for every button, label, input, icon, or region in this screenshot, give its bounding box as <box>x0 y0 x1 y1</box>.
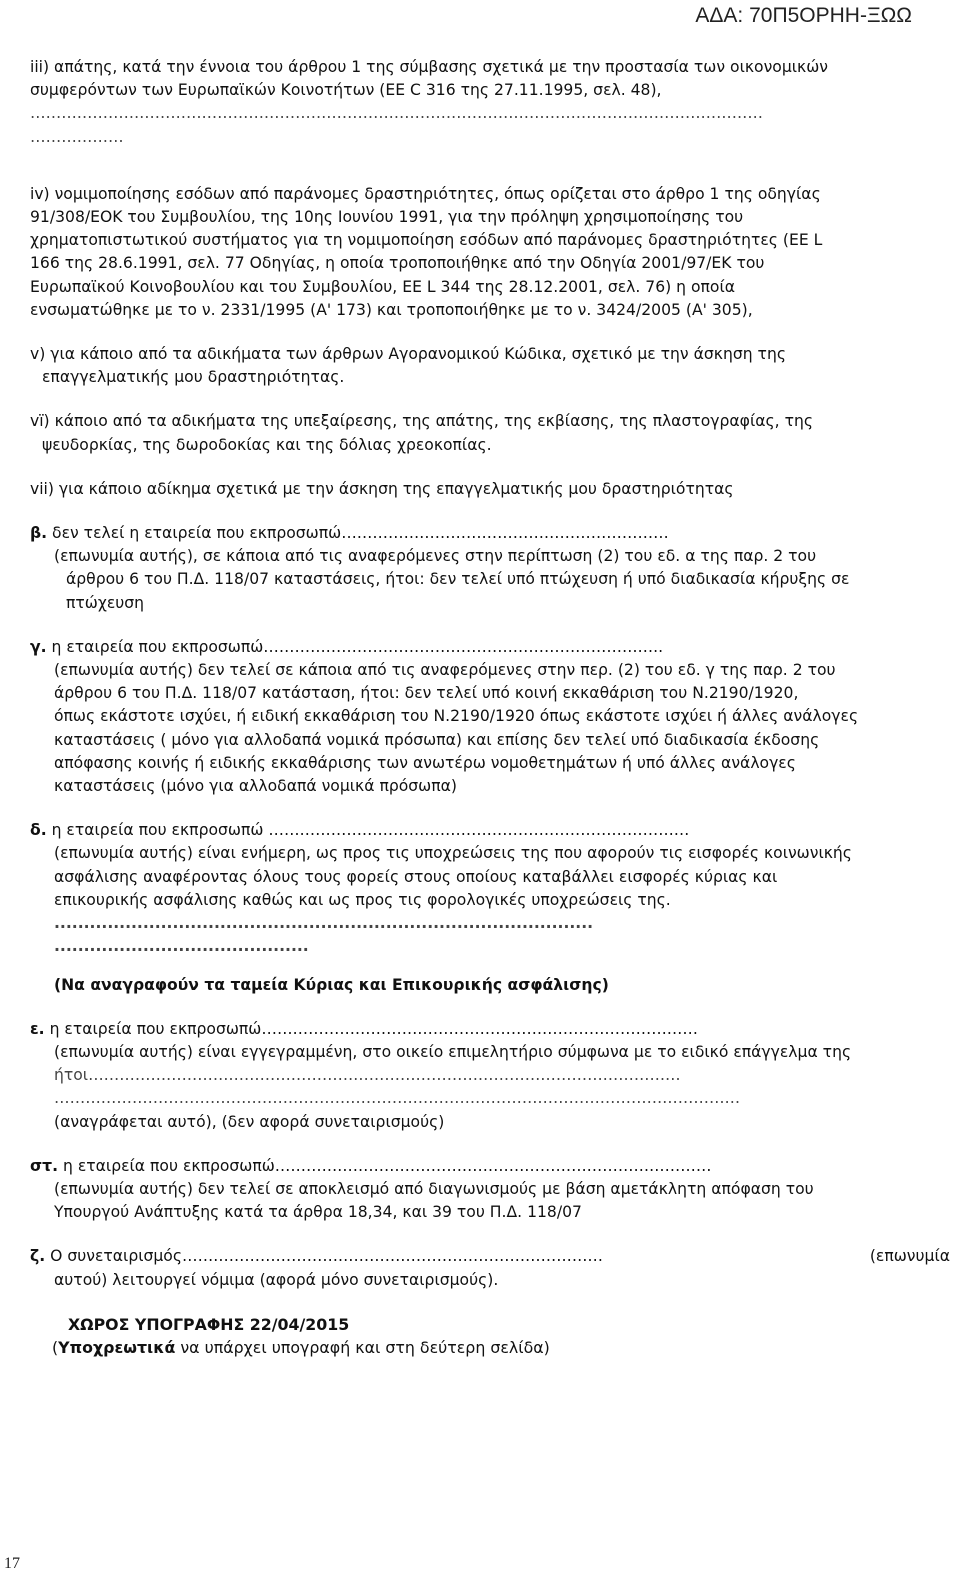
item-iii-dots2: ……………… <box>30 127 124 146</box>
item-iv-line3: χρηματοπιστωτικού συστήματος για τη νομιμοποίηση εσόδων από παράνομες δραστηριότητες (ΕΕ L <box>30 231 823 250</box>
section-d-dots1: ........................................................................................... <box>54 914 594 933</box>
item-iii-line1: iii) απάτης, κατά την έννοια του άρθρου 1 της σύμβασης σχετικά με την προστασία των οικονομικών <box>30 58 828 76</box>
signature-title: ΧΩΡΟΣ ΥΠΟΓΡΑΦΗΣ 22/04/2015 <box>68 1314 350 1334</box>
signature-note-open: ( <box>52 1337 59 1357</box>
section-st-letter: στ. <box>30 1156 59 1175</box>
section-g-letter: γ. <box>30 637 47 656</box>
section-e-letter: ε. <box>30 1019 45 1038</box>
section-st <box>30 1155 950 1225</box>
section-e <box>30 1018 950 1134</box>
item-iv-line6: ενσωματώθηκε με το ν. 2331/1995 (Α' 173) και τροποποιήθηκε με το ν. 3424/2005 (Α' 305), <box>30 300 753 319</box>
section-g-line6: καταστάσεις (μόνο για αλλοδαπά νομικά πρόσωπα) <box>54 777 457 796</box>
section-st-head <box>30 1155 950 1178</box>
section-g-line3: όπως εκάστοτε ισχύει, ή ειδική εκκαθάριση του Ν.2190/1920 όπως εκάστοτε ισχύει ή άλλες ανάλογες <box>54 707 859 726</box>
item-v-line2: επαγγελματικής μου δραστηριότητας. <box>42 368 345 387</box>
section-z-head <box>30 1245 950 1268</box>
section-b <box>30 522 950 615</box>
item-vi-line1: vï) κάποιο από τα αδικήματα της υπεξαίρεσης, της απάτης, της εκβίασης, της πλαστογραφίας, της <box>30 412 814 431</box>
section-d-line2: ασφάλισης αναφέροντας όλους τους φορείς στους οποίους καταβάλλει εισφορές κύριας και <box>54 867 778 886</box>
signature-note-bold: Υποχρεωτικά <box>58 1337 176 1357</box>
item-iv-line4: 166 της 28.6.1991, σελ. 77 Οδηγίας, η οποία τροποποιήθηκε από την Οδηγία 2001/97/ΕΚ του <box>30 254 765 273</box>
section-g-line5: απόφασης κοινής ή ειδικής εκκαθάρισης των ανωτέρω νομοθετημάτων ή υπό άλλες ανάλογες <box>54 753 796 772</box>
item-iv-line5: Ευρωπαϊκού Κοινοβουλίου και του Συμβουλίου, ΕΕ L 344 της 28.12.2001, σελ. 76) η οποία <box>30 277 736 296</box>
section-b-letter: β. <box>30 524 48 543</box>
section-st-line1: (επωνυμία αυτής) δεν τελεί σε αποκλεισμό από διαγωνισμούς με βάση αμετάκλητη απόφαση του <box>54 1179 814 1198</box>
item-vi-line2: ψευδορκίας, της δωροδοκίας και της δόλιας χρεοκοπίας. <box>42 435 492 454</box>
item-iii-dots1: …………………………………………………………………………………………………………………………… <box>30 104 763 123</box>
section-b-line2: άρθρου 6 του Π.Δ. 118/07 καταστάσεις, ήτοι: δεν τελεί υπό πτώχευση ή υπό διαδικασία κήρυξης σε <box>66 570 850 589</box>
section-d-head <box>30 819 950 842</box>
ada-code: ΑΔΑ: 70Π5ΟΡΗΗ-ΞΩΩ <box>695 4 912 27</box>
page-number: 17 <box>4 1555 20 1572</box>
section-z-head-right: (επωνυμία <box>869 1247 950 1266</box>
section-g-head <box>30 636 950 659</box>
section-z-line1: αυτού) λειτουργεί νόμιμα (αφορά μόνο συνεταιρισμούς). <box>54 1270 499 1289</box>
section-st-line2: Υπουργού Ανάπτυξης κατά τα άρθρα 18,34, και 39 του Π.Δ. 118/07 <box>54 1203 582 1222</box>
section-d-note: (Να αναγραφούν τα ταμεία Κύριας και Επικουρικής ασφάλισης) <box>54 975 609 994</box>
section-e-line1: (επωνυμία αυτής) είναι εγγεγραμμένη, στο οικείο επιμελητήριο σύμφωνα με το ειδικό επάγγελμα της <box>54 1042 852 1061</box>
section-g-line4: καταστάσεις ( μόνο για αλλοδαπά νομικά πρόσωπα) και επίσης δεν τελεί υπό διαδικασία έκδοσης <box>54 730 820 749</box>
item-iv-line2: 91/308/ΕΟΚ του Συμβουλίου, της 10ης Ιουνίου 1991, για την πρόληψη χρησιμοποίησης του <box>30 208 744 227</box>
section-b-head-text: δεν τελεί η εταιρεία που εκπροσωπώ……………………………………………………… <box>47 524 669 543</box>
document-body <box>30 56 950 1359</box>
section-g-line1: (επωνυμία αυτής) δεν τελεί σε κάποια από τις αναφερόμενες στην περ. (2) του εδ. γ της παρ. 2 του <box>54 661 836 680</box>
item-iv <box>30 183 950 322</box>
section-e-line2: ήτοι…………………………………………………………………………………………………… <box>54 1066 681 1085</box>
item-vii: vii) για κάποιο αδίκημα σχετικά με την άσκηση της επαγγελματικής μου δραστηριότητας <box>30 479 734 498</box>
section-z <box>30 1245 950 1291</box>
section-e-head-text: η εταιρεία που εκπροσωπώ………………………………………………………………………… <box>44 1019 698 1038</box>
section-d <box>30 819 950 996</box>
section-st-head-text: η εταιρεία που εκπροσωπώ………………………………………………………………………… <box>58 1156 712 1175</box>
item-iii <box>30 56 950 149</box>
section-z-head-text: Ο συνεταιρισμός……………………………………………………………………… <box>45 1247 604 1266</box>
item-v-line1: v) για κάποιο από τα αδικήματα των άρθρων Αγορανομικού Κώδικα, σχετικό με την άσκηση της <box>30 345 786 364</box>
section-d-head-text: η εταιρεία που εκπροσωπώ ……………………………………………………………………… <box>46 821 690 840</box>
section-e-dots: …………………………………………………………………………………………………………………… <box>54 1089 741 1108</box>
item-iii-line2: συμφερόντων των Ευρωπαϊκών Κοινοτήτων (ΕΕ C 316 της 27.11.1995, σελ. 48), <box>30 81 662 100</box>
signature-note <box>30 1336 950 1359</box>
section-d-line1: (επωνυμία αυτής) είναι ενήμερη, ως προς τις υποχρεώσεις της που αφορούν τις εισφορές κοινωνικής <box>54 844 852 863</box>
section-d-line3: επικουρικής ασφάλισης καθώς και ως προς τις φορολογικές υποχρεώσεις της. <box>54 890 671 909</box>
section-z-letter: ζ. <box>30 1247 46 1266</box>
section-g-head-text: η εταιρεία που εκπροσωπώ………………………………………………………………….. <box>46 637 664 656</box>
section-b-line3: πτώχευση <box>66 593 145 612</box>
section-b-line1: (επωνυμία αυτής), σε κάποια από τις αναφερόμενες στην περίπτωση (2) του εδ. α της παρ. 2 του <box>54 547 817 566</box>
section-e-line3: (αναγράφεται αυτό), (δεν αφορά συνεταιρισμούς) <box>54 1112 445 1131</box>
section-g-line2: άρθρου 6 του Π.Δ. 118/07 κατάσταση, ήτοι: δεν τελεί υπό κοινή εκκαθάριση του Ν.2190/1920, <box>54 684 799 703</box>
section-d-letter: δ. <box>30 821 47 840</box>
section-b-head <box>30 522 950 545</box>
section-g <box>30 636 950 798</box>
item-iv-line1: iv) νομιμοποίησης εσόδων από παράνομες δραστηριότητες, όπως ορίζεται στο άρθρο 1 της οδηγίας <box>30 184 821 203</box>
section-e-head <box>30 1018 950 1041</box>
signature-area <box>30 1313 950 1359</box>
section-d-dots2: ........................................... <box>54 937 309 956</box>
item-v <box>30 343 950 389</box>
item-vi <box>30 410 950 456</box>
signature-note-rest: να υπάρχει υπογραφή και στη δεύτερη σελίδα) <box>175 1337 550 1357</box>
section-z-head-left <box>30 1245 603 1268</box>
